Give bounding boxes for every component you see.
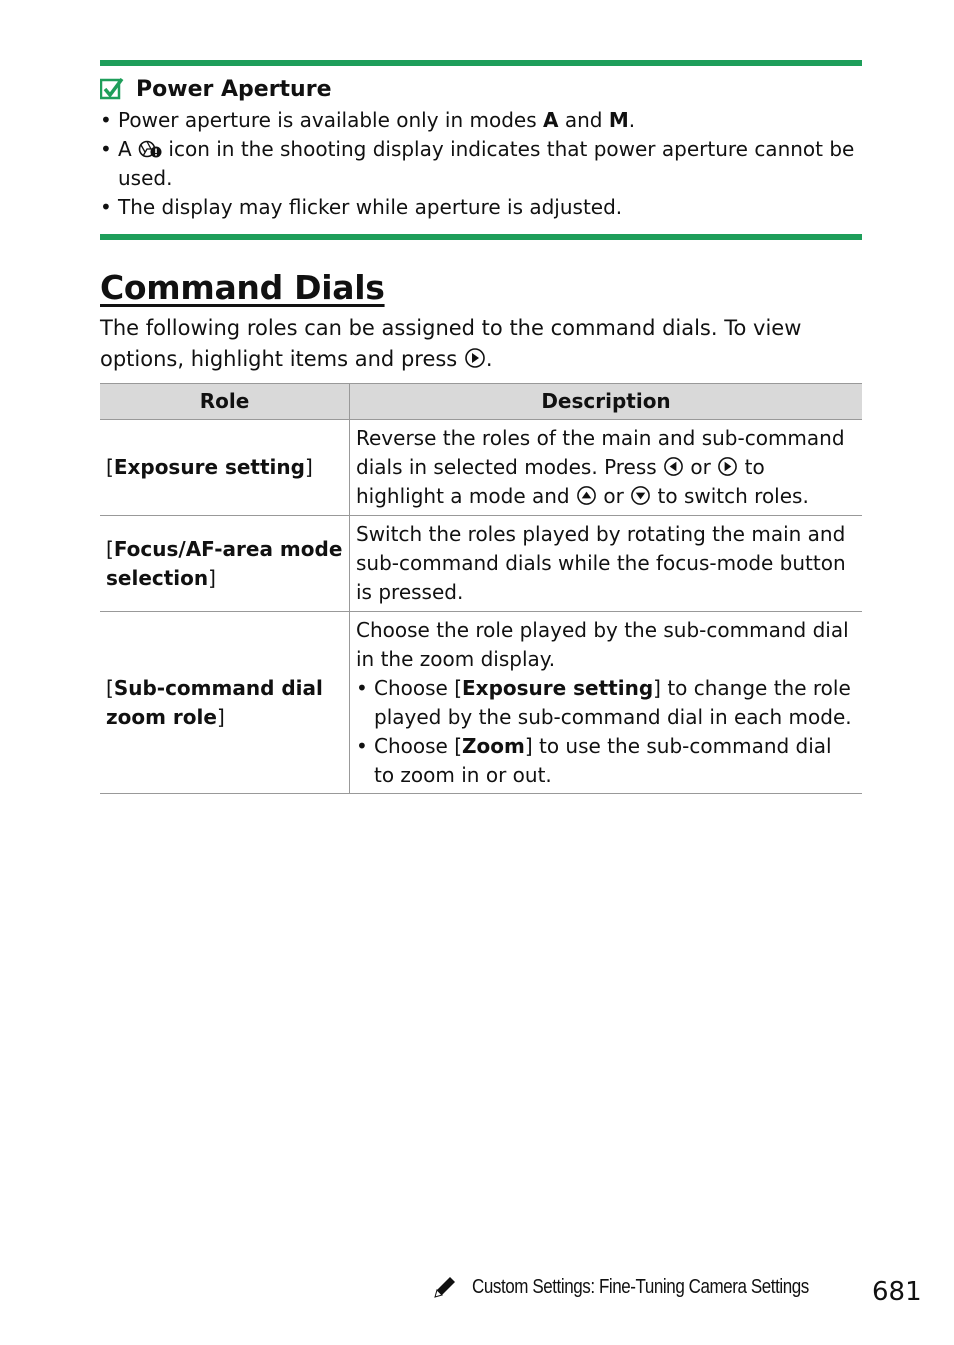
note-title-text: Power Aperture — [136, 76, 332, 102]
command-dials-table — [100, 383, 862, 794]
table-row — [100, 516, 862, 612]
note-bullet-icon: • A icon in the shooting display indicates that power aperture cannot be used. — [100, 135, 862, 193]
pencil-icon — [432, 1275, 458, 1299]
table-row — [100, 420, 862, 516]
multi-selector-right-icon — [717, 456, 738, 477]
multi-selector-left-icon — [663, 456, 684, 477]
list-item: • Choose [Zoom] to use the sub-command dial to zoom in or out. — [356, 732, 856, 790]
description-cell: Reverse the roles of the main and sub-command dials in selected modes. Press or to highlight a mode and or to switch roles. — [350, 420, 863, 516]
note-bullet-modes: • Power aperture is available only in modes A and M. — [100, 106, 862, 135]
list-item: • Choose [Exposure setting] to change the role played by the sub-command dial in each mode. — [356, 674, 856, 732]
description-intro: Choose the role played by the sub-command dial in the zoom display. — [356, 617, 849, 671]
role-cell: [Focus/AF-area mode selection] — [100, 516, 350, 612]
description-cell — [350, 612, 863, 794]
note-bullet-flicker: • The display may flicker while aperture is adjusted. — [100, 193, 862, 222]
note-title — [100, 74, 862, 104]
multi-selector-right-icon — [464, 347, 486, 369]
note-bullets — [100, 106, 862, 222]
description-bullets — [356, 674, 856, 790]
page-number: 681 — [872, 1277, 922, 1307]
header-role: Role — [100, 384, 350, 420]
check-icon — [100, 78, 124, 100]
multi-selector-down-icon — [630, 485, 651, 506]
power-aperture-note — [100, 60, 862, 240]
header-description: Description — [350, 384, 863, 420]
power-aperture-unavailable-icon — [138, 139, 162, 159]
footer-link[interactable] — [432, 1275, 868, 1299]
table-row — [100, 612, 862, 794]
description-cell: Switch the roles played by rotating the main and sub-command dials while the focus-mode button is pressed. — [350, 516, 863, 612]
role-cell: [Exposure setting] — [100, 420, 350, 516]
intro-paragraph: The following roles can be assigned to the command dials. To view options, highlight items and press . — [100, 316, 802, 371]
page-title: Command Dials — [100, 268, 385, 307]
role-cell: [Sub-command dial zoom role] — [100, 612, 350, 794]
multi-selector-up-icon — [576, 485, 597, 506]
footer-section-title[interactable]: Custom Settings: Fine-Tuning Camera Settings — [472, 1275, 809, 1298]
table-header-row — [100, 384, 862, 420]
